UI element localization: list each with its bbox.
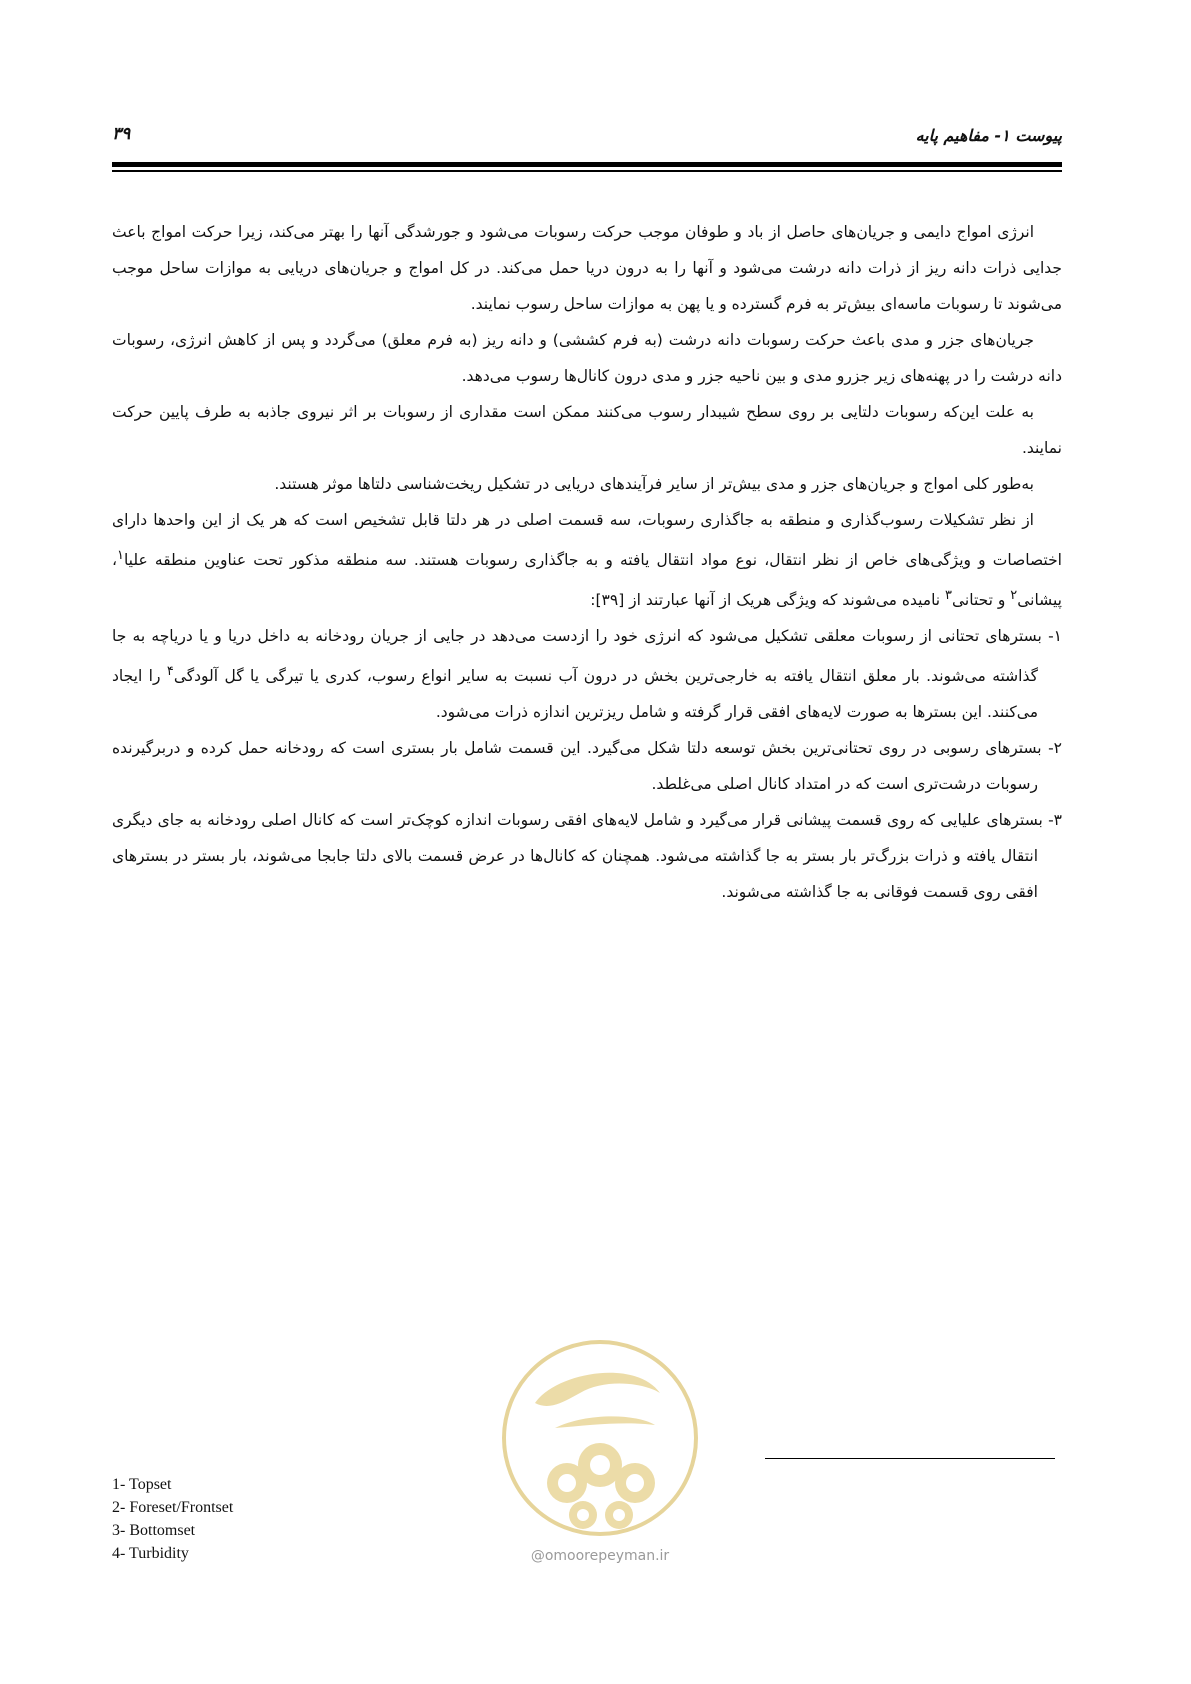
paragraph-1: انرژی امواج دایمی و جریان‌های حاصل از باد و طوفان موجب حرکت رسوبات می‌شود و جورشدگی آنها را بهتر می‌کند، زیرا حرکت امواج باعث جدایی ذرات دانه ریز از ذرات دانه درشت می‌شود و آنها را به درون دریا حمل می‌کند. در کل امواج و جریان‌های دریایی به موازات ساحل موجب می‌شوند تا رسوبات ماسه‌ای بیش‌تر به فرم گسترده و یا پهن به موازات ساحل رسوب نمایند.	[112, 223, 1062, 313]
list-item-1-text: را ایجاد می‌کنند. این بسترها به صورت لایه‌های افقی قرار گرفته و شامل ریزترین اندازه ذرات می‌شود.	[112, 667, 1038, 722]
footnote-1: 1- Topset	[112, 1476, 172, 1493]
footnote-2: 2- Foreset/Frontset	[112, 1499, 234, 1516]
paragraph-5-text: از نظر تشکیلات رسوب‌گذاری و منطقه به جاگذاری رسوبات، سه قسمت اصلی در هر دلتا قابل تشخیص است که هر یک از این واحدها دارای اختصاصات و ویژگی‌های خاص از نظر انتقال، نوع مواد انتقال یافته و به جاگذاری رسوبات هستند. سه منطقه مذکور تحت عناوین منطقه علیا	[112, 511, 1062, 570]
seal-logo-icon	[495, 1333, 705, 1543]
footnote-3: 3- Bottomset	[112, 1522, 196, 1539]
footnote-ref-2: ۲	[1010, 588, 1018, 604]
page-header	[112, 126, 1062, 152]
paragraph-4: به‌طور کلی امواج و جریان‌های جزر و مدی بیش‌تر از سایر فرآیندهای دریایی در تشکیل ریخت‌شناسی دلتاها موثر هستند.	[274, 475, 1034, 493]
footnote-rule	[765, 1458, 1055, 1459]
paragraph-3: به علت این‌که رسوبات دلتایی بر روی سطح شیبدار رسوب می‌کنند ممکن است مقداری از رسوبات بر اثر نیروی جاذبه به طرف پایین حرکت نمایند.	[112, 403, 1062, 457]
header-rule-thin	[112, 170, 1062, 172]
list-item-1	[112, 618, 1062, 730]
paragraph-5-text: نامیده می‌شوند که ویژگی هریک از آنها عبارتند از [۳۹]:	[590, 591, 946, 610]
body-text	[112, 214, 1062, 910]
paragraph-2: جریان‌های جزر و مدی باعث حرکت رسوبات دانه درشت (به فرم کششی) و دانه ریز (به فرم معلق) می‌گردد و پس از کاهش انرژی، رسوبات دانه درشت را در پهنه‌های زیر جزرو مدی و بین ناحیه جزر و مدی درون کانال‌ها رسوب می‌دهد.	[112, 331, 1062, 385]
page-number: ۳۹	[112, 124, 131, 144]
footnote-ref-4: ۴	[166, 664, 174, 680]
footnote-ref-3: ۳	[945, 588, 952, 604]
footnote-ref-1: ۱	[117, 548, 124, 563]
list-item-2: ۲- بسترهای رسوبی در روی تحتانی‌ترین بخش توسعه دلتا شکل می‌گیرد. این قسمت شامل بار بستری است که رودخانه حمل کرده و دربرگیرنده رسوبات درشت‌تری است که در امتداد کانال اصلی می‌غلطد.	[112, 739, 1062, 794]
list-item-3: ۳- بسترهای علیایی که روی قسمت پیشانی قرار می‌گیرد و شامل لایه‌های افقی رسوبات اندازه کوچک‌تر است که کانال اصلی رودخانه به جای دیگری انتقال یافته و ذرات بزرگ‌تر بار بستر به جا گذاشته می‌شود. همچنان که کانال‌ها در عرض قسمت بالای دلتا جابجا می‌شوند، بار بستر در بسترهای افقی روی قسمت فوقانی به جا گذاشته می‌شوند.	[112, 811, 1062, 902]
paragraph-5-text: و تحتانی	[951, 591, 1011, 610]
paragraph-5	[112, 502, 1062, 618]
footnote-4: 4- Turbidity	[112, 1545, 189, 1562]
header-rule-thick	[112, 162, 1062, 167]
list-item-1-text: ۱- بسترهای تحتانی از رسوبات معلقی تشکیل می‌شود که انرژی خود را ازدست می‌دهد در جایی از جریان رودخانه به داخل دریا و یا دریاچه به جا گذاشته می‌شوند. بار معلق انتقال یافته به خارجی‌ترین بخش در درون آب نسبت به سایر انواع رسوب، کدری یا تیرگی یا گل آلودگی	[112, 627, 1062, 686]
watermark-caption: @omoorepeyman.ir	[530, 1548, 670, 1564]
chapter-title: پیوست ۱- مفاهیم پایه	[915, 126, 1062, 145]
paragraph-5-text: ، پیشانی	[112, 551, 1062, 610]
footnotes	[112, 1473, 233, 1565]
watermark-seal	[495, 1333, 705, 1543]
